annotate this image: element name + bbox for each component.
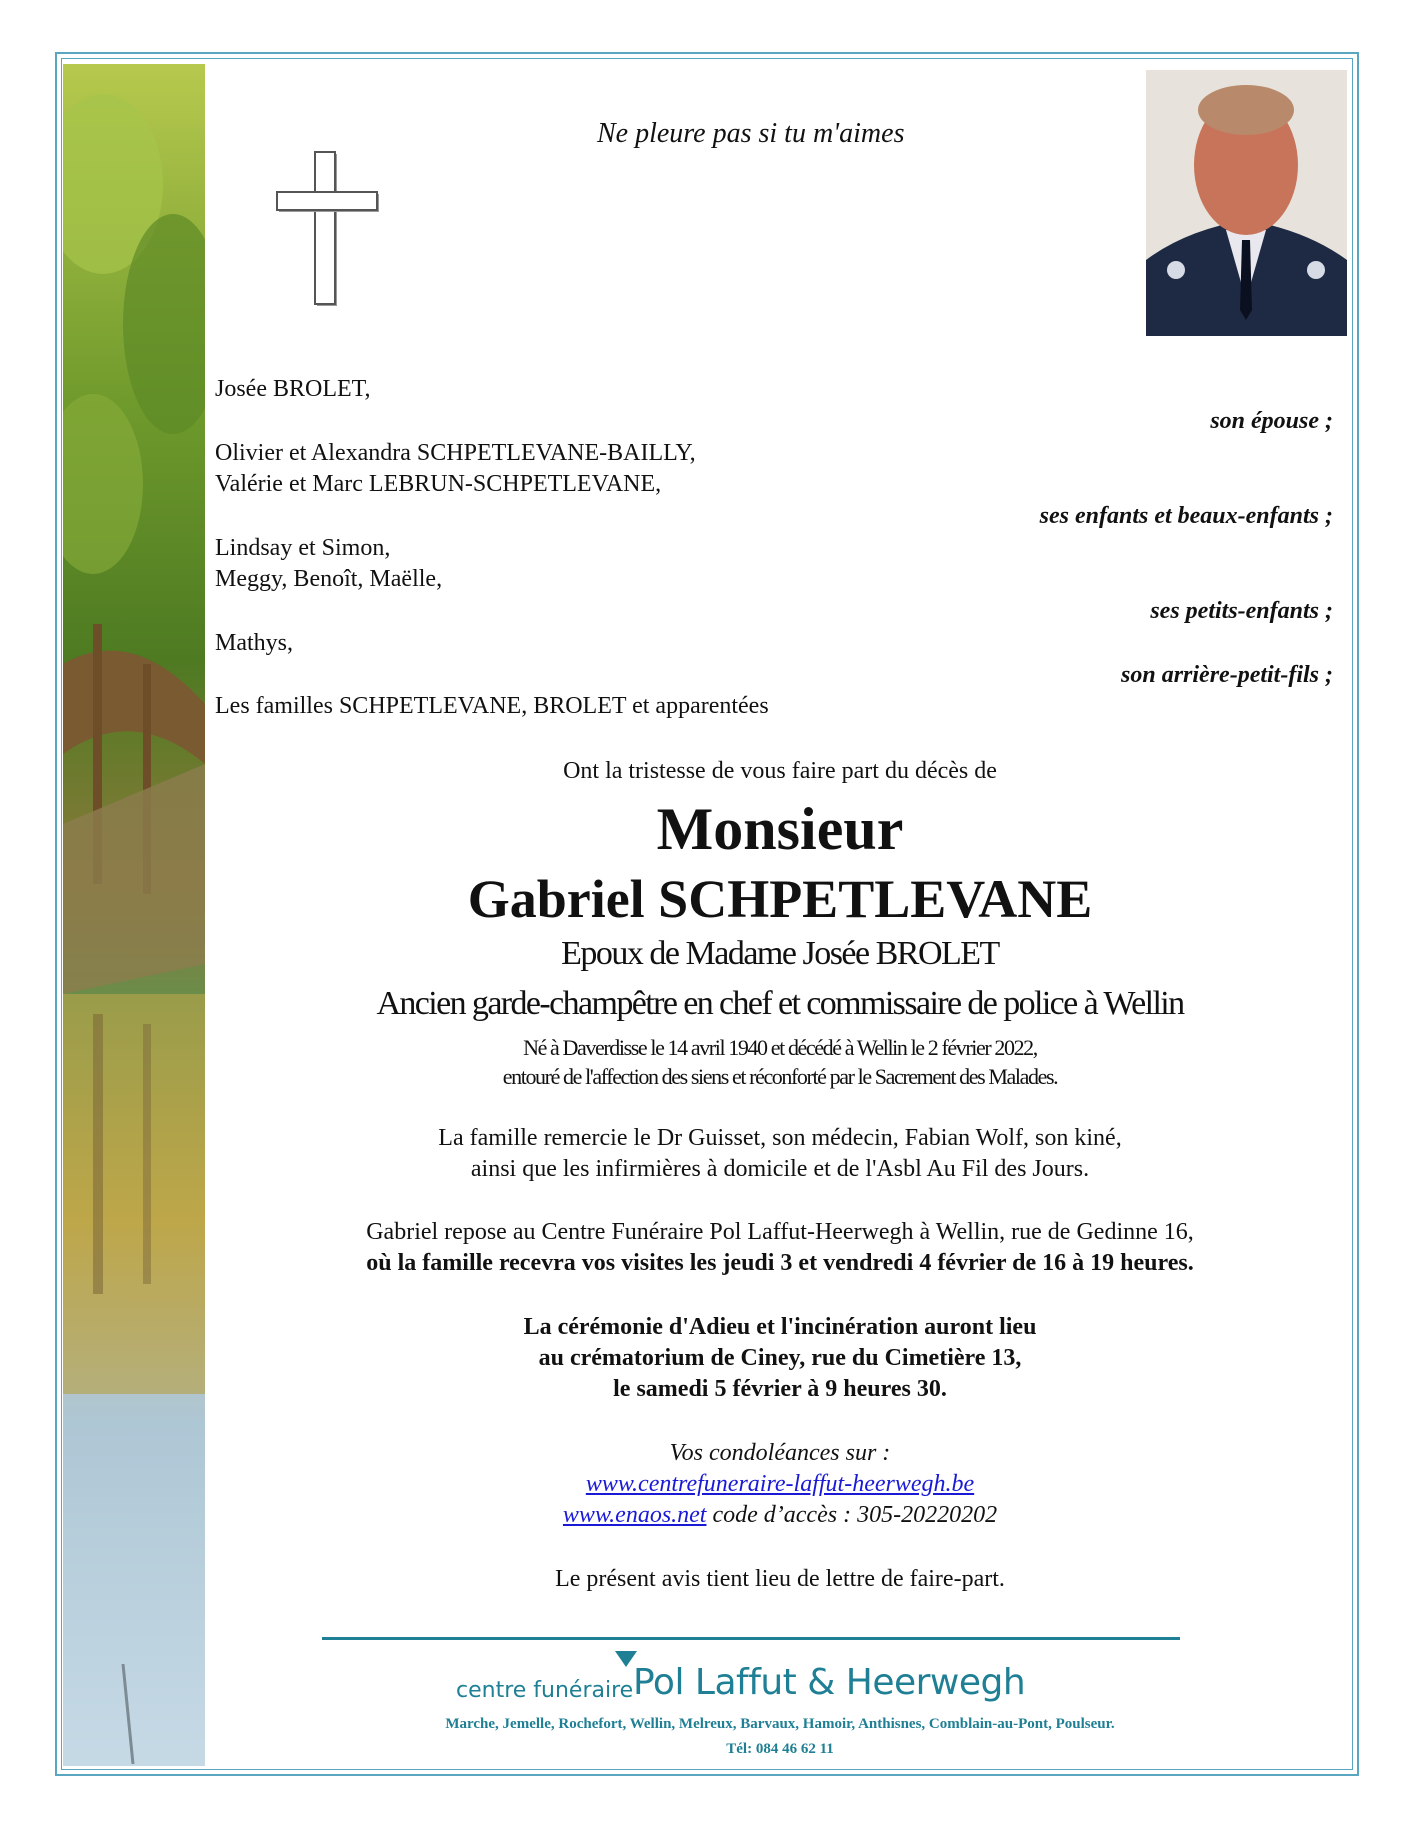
family-name-line: Lindsay et Simon, xyxy=(215,535,391,561)
condolences-code-row xyxy=(205,1502,1355,1529)
thanks-line: ainsi que les infirmières à domicile et de l'Asbl Au Fil des Jours. xyxy=(470,1156,1090,1182)
access-code: code d’accès : 305-20220202 xyxy=(706,1502,998,1528)
footer-towns: Marche, Jemelle, Rochefort, Wellin, Melreux, Barvaux, Hamoir, Anthisnes, Comblain-au-Pont, Poulseur. xyxy=(445,1716,1115,1732)
family-name-line: Josée BROLET, xyxy=(215,376,371,402)
thanks-line: La famille remercie le Dr Guisset, son médecin, Fabian Wolf, son kiné, xyxy=(438,1125,1122,1151)
role-line: Ancien garde-champêtre en chef et commissaire de police à Wellin xyxy=(376,985,1184,1022)
visits-hours: où la famille recevra vos visites les jeudi 3 et vendredi 4 février de 16 à 19 heures. xyxy=(366,1250,1194,1276)
family-name-line: Les familles SCHPETLEVANE, BROLET et apparentées xyxy=(215,693,769,719)
footer-phone: Tél: 084 46 62 11 xyxy=(726,1741,834,1757)
family-name-line: Olivier et Alexandra SCHPETLEVANE-BAILLY, xyxy=(215,440,696,466)
ceremony-line: au crématorium de Ciney, rue du Cimetière 13, xyxy=(538,1345,1022,1371)
deceased-title: Monsieur xyxy=(656,796,904,862)
condolences-link-row xyxy=(205,1471,1355,1498)
family-name-line: Valérie et Marc LEBRUN-SCHPETLEVANE, xyxy=(215,471,662,497)
family-relation: ses petits-enfants ; xyxy=(1150,598,1333,624)
side-nature-photo xyxy=(63,64,205,1766)
dates-line: Né à Daverdisse le 14 avril 1940 et décédé à Wellin le 2 février 2022, xyxy=(523,1035,1037,1060)
condolences-label: Vos condoléances sur : xyxy=(669,1440,891,1466)
footer-rule xyxy=(322,1637,1180,1640)
ceremony-line: La cérémonie d'Adieu et l'incinération auront lieu xyxy=(523,1314,1037,1340)
announcement-intro: Ont la tristesse de vous faire part du décès de xyxy=(563,758,997,784)
visits-line: Gabriel repose au Centre Funéraire Pol Laffut-Heerwegh à Wellin, rue de Gedinne 16, xyxy=(366,1219,1194,1245)
funeral-home-link[interactable]: www.centrefuneraire-laffut-heerwegh.be xyxy=(585,1471,975,1497)
deceased-name: Gabriel SCHPETLEVANE xyxy=(467,869,1093,929)
enaos-link[interactable]: www.enaos.net xyxy=(562,1502,707,1528)
logo-brand-name: Pol Laffut & Heerwegh xyxy=(633,1662,1026,1703)
family-name-line: Meggy, Benoît, Maëlle, xyxy=(215,566,443,592)
quote: Ne pleure pas si tu m'aimes xyxy=(597,118,905,149)
family-relation: son arrière-petit-fils ; xyxy=(1121,662,1333,688)
notice-line: Le présent avis tient lieu de lettre de faire-part. xyxy=(555,1566,1005,1592)
ceremony-line: le samedi 5 février à 9 heures 30. xyxy=(613,1376,947,1402)
family-name-line: Mathys, xyxy=(215,630,293,656)
cross-icon xyxy=(275,150,380,310)
spouse-line: Epoux de Madame Josée BROLET xyxy=(561,935,999,972)
logo-small-text: centre funéraire xyxy=(456,1678,634,1703)
family-relation: ses enfants et beaux-enfants ; xyxy=(1039,503,1333,529)
sacrament-line: entouré de l'affection des siens et réconforté par le Sacrement des Malades. xyxy=(502,1064,1058,1089)
portrait-photo xyxy=(1146,70,1347,336)
family-relation: son épouse ; xyxy=(1210,408,1333,434)
